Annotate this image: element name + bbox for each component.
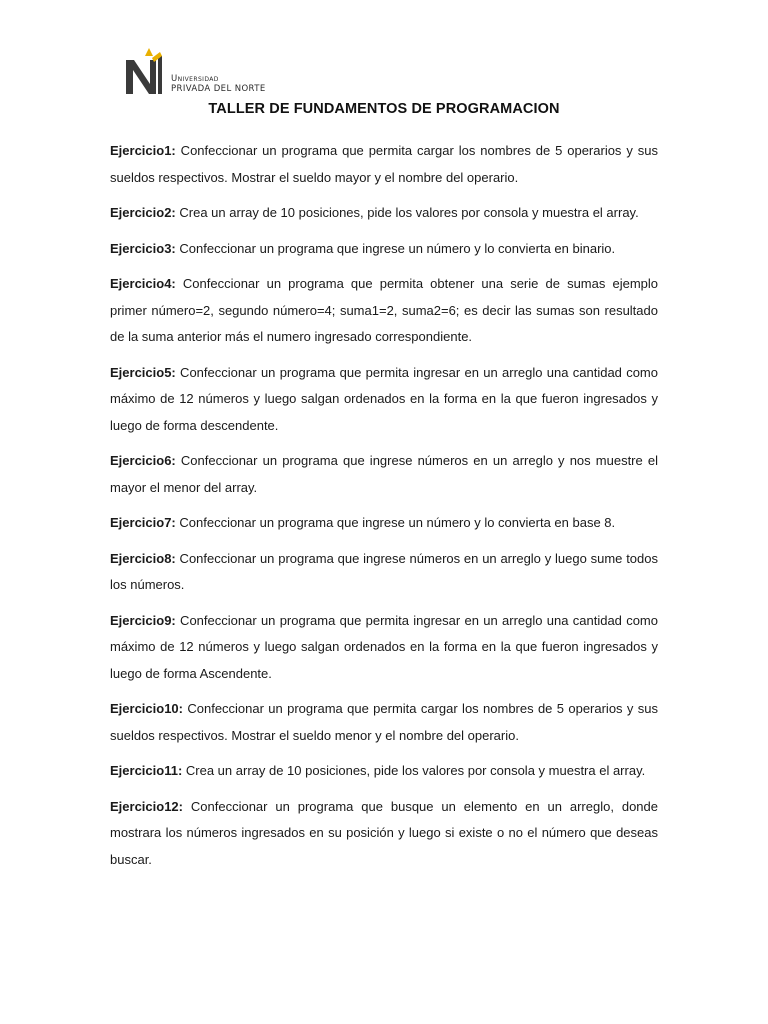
exercise-label: Ejercicio6: — [110, 453, 176, 468]
exercise-item — [110, 236, 658, 263]
exercise-label: Ejercicio2: — [110, 205, 176, 220]
exercise-text: Confeccionar un programa que permita ingresar en un arreglo una cantidad como máximo de 12 números y luego salgan ordenados en la forma en la que fueron ingresados y luego de forma Ascendente. — [110, 612, 658, 681]
exercise-label: Ejercicio9: — [110, 612, 176, 628]
exercise-text: Confeccionar un programa que permita ingresar en un arreglo una cantidad como máximo de 12 números y luego salgan ordenados en la forma en la que fueron ingresados y luego de forma descendente. — [110, 364, 658, 433]
exercise-list — [110, 138, 658, 882]
exercise-label: Ejercicio5: — [110, 364, 176, 380]
exercise-item — [110, 200, 658, 227]
exercise-item — [110, 360, 658, 440]
university-logo — [122, 46, 292, 98]
exercise-item — [110, 546, 658, 599]
exercise-item — [110, 448, 658, 501]
exercise-label: Ejercicio12: — [110, 798, 183, 814]
logo-text — [171, 74, 266, 94]
logo-line-1: Universidad — [171, 74, 219, 84]
exercise-label: Ejercicio4: — [110, 276, 176, 291]
exercise-text: Crea un array de 10 posiciones, pide los valores por consola y muestra el array. — [175, 205, 639, 220]
exercise-text: Crea un array de 10 posiciones, pide los valores por consola y muestra el array. — [182, 763, 646, 778]
exercise-item — [110, 696, 658, 749]
logo-line-2: PRIVADA DEL NORTE — [171, 84, 266, 94]
exercise-label: Ejercicio1: — [110, 143, 176, 158]
exercise-text: Confeccionar un programa que ingrese un número y lo convierta en binario. — [175, 240, 616, 256]
exercise-label: Ejercicio8: — [110, 550, 176, 566]
universidad-privada-del-norte-logo-icon — [122, 46, 168, 96]
exercise-item — [110, 510, 658, 537]
exercise-text: Confeccionar un programa que ingrese números en un arreglo y nos muestre el mayor el menor del array. — [110, 453, 658, 495]
exercise-text: Confeccionar un programa que ingrese números en un arreglo y luego sume todos los números. — [110, 550, 658, 592]
exercise-label: Ejercicio7: — [110, 515, 176, 530]
exercise-item — [110, 608, 658, 688]
exercise-text: Confeccionar un programa que ingrese un número y lo convierta en base 8. — [175, 515, 616, 530]
exercise-item — [110, 271, 658, 351]
exercise-item — [110, 794, 658, 874]
exercise-label: Ejercicio10: — [110, 701, 183, 716]
exercise-text: Confeccionar un programa que permita cargar los nombres de 5 operarios y sus sueldos respectivos. Mostrar el sueldo menor y el nombre del operario. — [110, 701, 658, 743]
exercise-label: Ejercicio11: — [110, 763, 183, 778]
exercise-text: Confeccionar un programa que permita cargar los nombres de 5 operarios y sus sueldos respectivos. Mostrar el sueldo mayor y el nombre del operario. — [110, 143, 658, 185]
exercise-text: Confeccionar un programa que busque un elemento en un arreglo, donde mostrara los números ingresados en su posición y luego si existe o no el número que deseas buscar. — [110, 798, 658, 867]
exercise-item — [110, 138, 658, 191]
page-title: TALLER DE FUNDAMENTOS DE PROGRAMACION — [208, 101, 560, 117]
exercise-text: Confeccionar un programa que permita obtener una serie de sumas ejemplo primer número=2, segundo número=4; suma1=2, suma2=6; es decir las sumas son resultado de la suma anterior más el numero ingresado correspondiente. — [110, 276, 658, 344]
exercise-item — [110, 758, 658, 785]
exercise-label: Ejercicio3: — [110, 240, 176, 256]
